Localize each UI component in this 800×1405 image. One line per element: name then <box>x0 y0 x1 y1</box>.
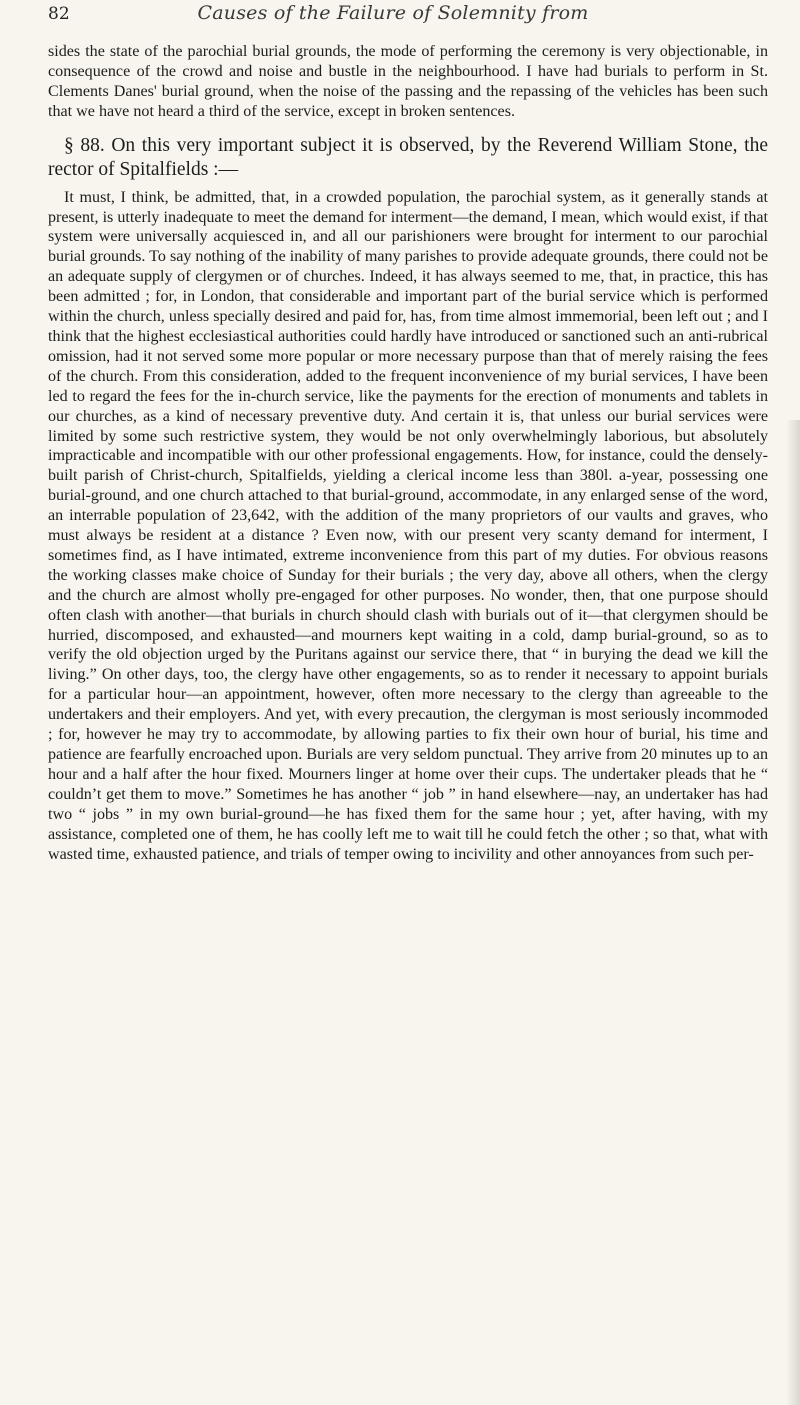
running-title: Causes of the Failure of Solemnity from <box>197 2 589 24</box>
book-page <box>48 0 768 864</box>
continuation-paragraph: sides the state of the parochial burial grounds, the mode of performing the ceremony is very objectionable, in consequence of the crowd and noise and bustle in the neighbourhood. I have had burials to perform in St. Clements Danes' burial ground, when the noise of the passing and the repassing of the vehicles has been such that we have not heard a third of the service, except in broken sentences. <box>48 43 768 120</box>
quoted-body-paragraph: It must, I think, be admitted, that, in a crowded population, the parochial system, as it generally stands at present, is utterly inadequate to meet the demand for interment—the demand, I mean, which would exist, if that system were universally acquiesced in, and all our parishioners were brought for interment to our parochial burial grounds. To say nothing of the inability of many parishes to provide adequate grounds, there could not be an adequate supply of clergymen or of churches. Indeed, it has always seemed to me, that, in practice, this has been admitted ; for, in London, that considerable and important part of the burial service which is performed within the church, unless specially desired and paid for, has, from time almost immemorial, been left out ; and I think that the highest ecclesiastical authorities could hardly have introduced or sanctioned such an anti-rubrical omission, had it not served some more popular or more necessary purpose than that of merely raising the fees of the church. From this consideration, added to the frequent inconvenience of my burial services, I have been led to regard the fees for the in-church service, like the payments for the erection of monuments and tablets in our churches, as a kind of necessary preventive duty. And certain it is, that unless our burial services were limited by some such restrictive system, they would be not only overwhelmingly laborious, but absolutely impracticable and incompatible with our other professional engagements. How, for instance, could the densely-built parish of Christ-church, Spitalfields, yielding a clerical income less than 380l. a-year, possessing one burial-ground, and one church attached to that burial-ground, accommodate, in any enlarged sense of the word, an interrable population of 23,642, with the addition of the many proprietors of our vaults and graves, who must always be resident at a distance ? Even now, with our present very scanty demand for interment, I sometimes find, as I have intimated, extreme inconvenience from this part of my duties. For obvious reasons the working classes make choice of Sunday for their burials ; the very day, above all others, when the clergy and the church are almost wholly pre-engaged for other purposes. No wonder, then, that one purpose should often clash with another—that burials in church should clash with burials out of it—that clergymen should be hurried, discomposed, and exhausted—and mourners kept waiting in a cold, damp burial-ground, so as to verify the old objection urged by the Puritans against our service there, that “ in burying the dead we kill the living.” On other days, too, the clergy have other engagements, so as to render it necessary to appoint burials for a particular hour—an appointment, however, often more necessary to the clergy than agreeable to the undertakers and their employers. And yet, with every precaution, the clergyman is most seriously incommoded ; for, however he may try to accommodate, by allowing parties to fix their own hour of burial, his time and patience are fearfully encroached upon. Burials are very seldom punctual. They arrive from 20 minutes up to an hour and a half after the hour fixed. Mourners linger at home over their cups. The undertaker pleads that he “ couldn’t get them to move.” Sometimes he has another “ job ” in hand elsewhere—nay, an undertaker has had two “ jobs ” in my own burial-ground—he has fixed them for the same hour ; yet, after having, with my assistance, completed one of them, he has coolly left me to wait till he could fetch the other ; so that, what with wasted time, exhausted patience, and trials of temper owing to incivility and other annoyances from such per- <box>48 188 768 863</box>
page-number: 82 <box>48 4 70 24</box>
running-head <box>48 0 768 42</box>
page-edge-shadow <box>786 420 800 1405</box>
section-heading: § 88. On this very important subject it is observed, by the Reverend William Stone, the rector of Spitalfields :— <box>48 134 768 180</box>
